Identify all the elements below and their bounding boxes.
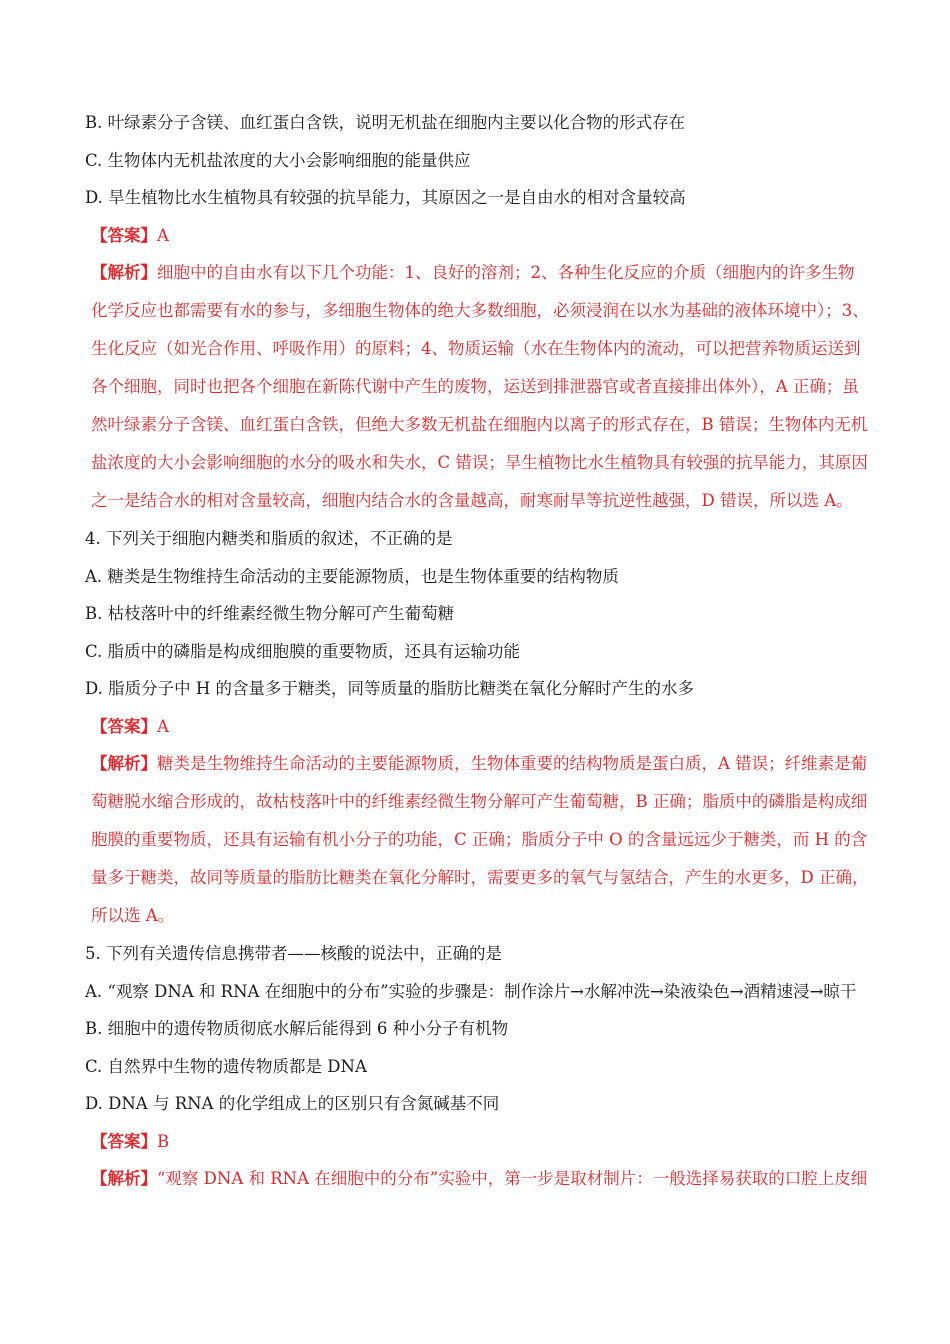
answer-tag: 【答案】 (91, 225, 157, 245)
q3-option-c: C. 生物体内无机盐浓度的大小会影响细胞的能量供应 (85, 150, 471, 170)
q4-answer (85, 708, 875, 746)
analysis-line: 化学反应也都需要有水的参与，多细胞生物体的绝大多数细胞，必须浸润在以水为基础的液体环境中）；3、 (91, 301, 869, 320)
q4-analysis (85, 745, 873, 935)
analysis-line: 【解析】糖类是生物维持生命活动的主要能源物质，生物体重要的结构物质是蛋白质，A 错误；纤维素是葡 (91, 754, 868, 773)
analysis-line: 所以选 A。 (91, 906, 175, 925)
answer-tag: 【答案】 (91, 716, 157, 736)
q3-answer (85, 217, 875, 255)
q5-option-d: D. DNA 与 RNA 的化学组成上的区别只有含氮碱基不同 (85, 1094, 500, 1113)
analysis-line: 胞膜的重要物质，还具有运输有机小分子的功能，C 正确；脂质分子中 O 的含量远远少于糖类，而 H 的含 (91, 830, 868, 849)
q3-analysis (85, 254, 873, 520)
answer-value: B (157, 1131, 170, 1151)
analysis-line: 生化反应（如光合作用、呼吸作用）的原料；4、物质运输（水在生物体内的流动，可以把营养物质运送到 (91, 339, 861, 358)
analysis-line: 之一是结合水的相对含量较高，细胞内结合水的含量越高，耐寒耐旱等抗逆性越强，D 错误，所以选 A。 (91, 491, 853, 510)
q3-option-b: B. 叶绿素分子含镁、血红蛋白含铁，说明无机盐在细胞内主要以化合物的形式存在 (85, 113, 686, 132)
answer-tag: 【答案】 (91, 1131, 157, 1151)
analysis-line: 【解析】“观察 DNA 和 RNA 在细胞中的分布”实验中，第一步是取材制片：一般选择易获取的口腔上皮细 (91, 1169, 868, 1188)
analysis-tag: 【解析】 (91, 1169, 157, 1188)
q3-option-d: D. 旱生植物比水生植物具有较强的抗旱能力，其原因之一是自由水的相对含量较高 (85, 188, 686, 207)
analysis-tag: 【解析】 (91, 263, 157, 282)
q5-question: 5. 下列有关遗传信息携带者——核酸的说法中，正确的是 (85, 944, 502, 963)
q4-option-c: C. 脂质中的磷脂是构成细胞膜的重要物质，还具有运输功能 (85, 641, 521, 661)
q4-option-a: A. 糖类是生物维持生命活动的主要能源物质，也是生物体重要的结构物质 (85, 566, 619, 586)
analysis-line: 盐浓度的大小会影响细胞的水分的吸水和失水，C 错误；旱生植物比水生植物具有较强的抗旱能力，其原因 (91, 453, 868, 472)
document-page (85, 104, 875, 1198)
analysis-line: 量多于糖类，故同等质量的脂肪比糖类在氧化分解时，需要更多的氧气与氢结合，产生的水更多，D 正确， (91, 868, 869, 887)
analysis-line: 【解析】细胞中的自由水有以下几个功能：1、良好的溶剂；2、各种生化反应的介质（细胞内的许多生物 (91, 263, 855, 282)
q5-option-c: C. 自然界中生物的遗传物质都是 DNA (85, 1056, 367, 1076)
q4-option-b: B. 枯枝落叶中的纤维素经微生物分解可产生葡萄糖 (85, 604, 455, 623)
q4-question: 4. 下列关于细胞内糖类和脂质的叙述，不正确的是 (85, 529, 453, 548)
q4-option-d: D. 脂质分子中 H 的含量多于糖类，同等质量的脂肪比糖类在氧化分解时产生的水多 (85, 679, 695, 698)
analysis-line: 萄糖脱水缩合形成的，故枯枝落叶中的纤维素经微生物分解可产生葡萄糖，B 正确；脂质中的磷脂是构成细 (91, 792, 868, 811)
answer-value: A (157, 716, 169, 736)
answer-value: A (157, 225, 169, 245)
analysis-line: 然叶绿素分子含镁、血红蛋白含铁，但绝大多数无机盐在细胞内以离子的形式存在，B 错误；生物体内无机 (91, 415, 868, 434)
q5-option-a: A. “观察 DNA 和 RNA 在细胞中的分布”实验的步骤是：制作涂片→水解冲洗→染液染色→酒精速浸→晾干 (85, 981, 857, 1001)
q5-answer (85, 1123, 875, 1161)
q5-analysis (85, 1160, 873, 1198)
q5-option-b: B. 细胞中的遗传物质彻底水解后能得到 6 种小分子有机物 (85, 1019, 509, 1038)
analysis-tag: 【解析】 (91, 754, 157, 773)
analysis-line: 各个细胞，同时也把各个细胞在新陈代谢中产生的废物，运送到排泄器官或者直接排出体外），A 正确；虽 (91, 377, 859, 396)
